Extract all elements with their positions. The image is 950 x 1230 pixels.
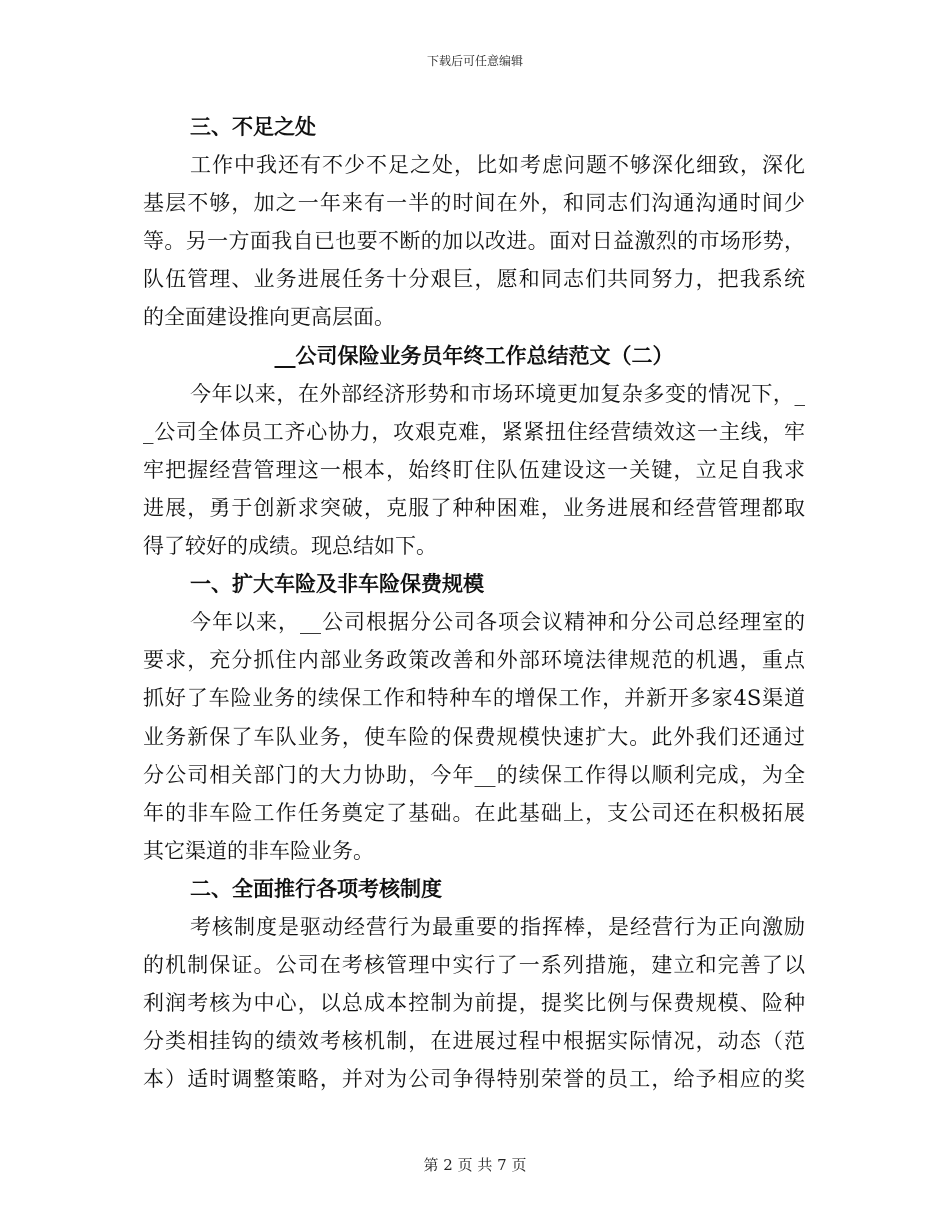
text-line: 其它渠道的非车险业务。 xyxy=(143,838,374,863)
text-line: 今年以来，__公司根据分公司各项会议精神和分公司总经理室的 xyxy=(190,610,805,635)
text-line: 的全面建设推向更高层面。 xyxy=(143,305,395,330)
section-heading: __公司保险业务员年终工作总结范文（二） xyxy=(274,342,674,368)
text-line: 基层不够，加之一年来有一半的时间在外，和同志们沟通沟通时间少 xyxy=(143,191,805,216)
text-line: 利润考核为中心，以总成本控制为前提，提奖比例与保费规模、险种 xyxy=(143,991,805,1016)
text-line: 考核制度是驱动经营行为最重要的指挥棒，是经营行为正向激励 xyxy=(190,914,805,939)
text-line: 抓好了车险业务的续保工作和特种车的增保工作，并新开多家4S渠道 xyxy=(143,686,805,711)
text-line: 本）适时调整策略，并对为公司争得特别荣誉的员工，给予相应的奖 xyxy=(143,1067,805,1092)
text-line: 工作中我还有不少不足之处，比如考虑问题不够深化细致，深化 xyxy=(190,153,805,178)
text-line: 业务新保了车队业务，使车险的保费规模快速扩大。此外我们还通过 xyxy=(143,724,805,749)
text-line: 进展，勇于创新求突破，克服了种种困难，业务进展和经营管理都取 xyxy=(143,495,805,520)
header-note: 下载后可任意编辑 xyxy=(426,54,523,68)
text-line: 分公司相关部门的大力协助，今年__的续保工作得以顺利完成，为全 xyxy=(143,762,805,787)
section-heading: 一、扩大车险及非车险保费规模 xyxy=(190,571,484,597)
section-heading: 二、全面推行各项考核制度 xyxy=(190,875,442,901)
text-line: 等。另一方面我自已也要不断的加以改进。面对日益激烈的市场形势， xyxy=(143,229,805,254)
document-body xyxy=(143,108,805,1098)
text-line: 队伍管理、业务进展任务十分艰巨，愿和同志们共同努力，把我系统 xyxy=(143,267,805,292)
text-line: 今年以来，在外部经济形势和市场环境更加复杂多变的情况下，_ xyxy=(190,381,805,406)
text-line: 年的非车险工作任务奠定了基础。在此基础上，支公司还在积极拓展 xyxy=(143,800,805,825)
text-line: 得了较好的成绩。现总结如下。 xyxy=(143,534,437,559)
text-line: 分类相挂钩的绩效考核机制，在进展过程中根据实际情况，动态（范 xyxy=(143,1029,805,1054)
text-line: _公司全体员工齐心协力，攻艰克难，紧紧扭住经营绩效这一主线，牢 xyxy=(143,419,805,444)
text-line: 要求，充分抓住内部业务政策改善和外部环境法律规范的机遇，重点 xyxy=(143,648,805,673)
page-number: 第 2 页 共 7 页 xyxy=(423,1156,527,1174)
section-heading: 三、不足之处 xyxy=(190,114,316,139)
text-line: 的机制保证。公司在考核管理中实行了一系列措施，建立和完善了以 xyxy=(143,953,805,978)
text-line: 牢把握经营管理这一根本，始终盯住队伍建设这一关键，立足自我求 xyxy=(143,457,805,482)
